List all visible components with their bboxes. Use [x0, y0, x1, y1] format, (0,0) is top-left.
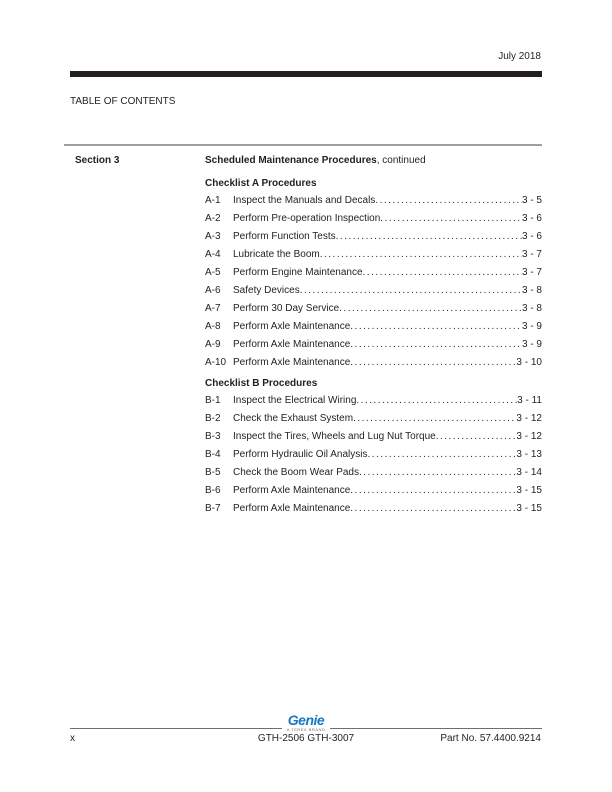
toc-page-number: 3 - 10: [516, 357, 542, 368]
toc-item-title: Perform Pre-operation Inspection: [233, 213, 381, 224]
footer-rule-right: [330, 728, 542, 729]
genie-logo-tagline: A TEREX BRAND: [286, 727, 326, 732]
section-heading-title: Scheduled Maintenance Procedures: [205, 155, 377, 166]
toc-page-number: 3 - 7: [521, 267, 542, 278]
toc-row[interactable]: [205, 336, 542, 354]
toc-row[interactable]: [205, 410, 542, 428]
toc-item-number: A-8: [205, 321, 221, 332]
toc-item-title: Perform Hydraulic Oil Analysis: [233, 449, 368, 460]
toc-item-title: Perform 30 Day Service: [233, 303, 340, 314]
toc-item-number: B-7: [205, 503, 221, 514]
toc-dot-leader: [320, 246, 522, 264]
toc-dot-leader: [359, 464, 516, 482]
toc-dot-leader: [350, 500, 516, 518]
toc-row[interactable]: [205, 392, 542, 410]
toc-page-number: 3 - 13: [516, 449, 542, 460]
toc-dot-leader: [339, 300, 522, 318]
toc-item-number: A-6: [205, 285, 221, 296]
section-label: Section 3: [75, 155, 120, 166]
toc-page-number: 3 - 9: [521, 321, 542, 332]
toc-page-number: 3 - 6: [521, 213, 542, 224]
toc-item-number: A-3: [205, 231, 221, 242]
toc-item-number: A-10: [205, 357, 227, 368]
section-divider-rule: [64, 144, 542, 146]
checklist-a-list: [205, 192, 542, 372]
toc-row[interactable]: [205, 210, 542, 228]
toc-dot-leader: [300, 282, 522, 300]
footer-part-number: Part No. 57.4400.9214: [440, 733, 541, 744]
section-heading-suffix: , continued: [376, 155, 426, 166]
toc-row[interactable]: [205, 464, 542, 482]
toc-item-title: Perform Axle Maintenance: [233, 503, 351, 514]
toc-dot-leader: [380, 210, 522, 228]
toc-page-number: 3 - 12: [516, 431, 542, 442]
toc-content: [205, 155, 542, 518]
toc-item-title: Perform Function Tests: [233, 231, 336, 242]
toc-row[interactable]: [205, 446, 542, 464]
genie-logo-text: Genie: [287, 712, 325, 728]
toc-row[interactable]: [205, 482, 542, 500]
toc-page-number: 3 - 8: [521, 303, 542, 314]
toc-item-number: B-2: [205, 413, 221, 424]
toc-page-number: 3 - 6: [521, 231, 542, 242]
checklist-b-list: [205, 392, 542, 518]
toc-item-number: B-3: [205, 431, 221, 442]
toc-item-number: B-6: [205, 485, 221, 496]
toc-item-number: B-5: [205, 467, 221, 478]
toc-row[interactable]: [205, 318, 542, 336]
toc-dot-leader: [350, 482, 516, 500]
checklist-a-header: Checklist A Procedures: [205, 178, 317, 189]
toc-row[interactable]: [205, 228, 542, 246]
toc-item-title: Inspect the Tires, Wheels and Lug Nut Torque: [233, 431, 436, 442]
footer-page-number: x: [70, 733, 75, 744]
section-heading: [205, 155, 542, 167]
toc-item-title: Lubricate the Boom: [233, 249, 320, 260]
toc-item-number: A-7: [205, 303, 221, 314]
toc-row[interactable]: [205, 246, 542, 264]
issue-date: July 2018: [498, 51, 541, 62]
toc-item-title: Inspect the Manuals and Decals: [233, 195, 376, 206]
toc-dot-leader: [353, 410, 516, 428]
toc-row[interactable]: [205, 264, 542, 282]
toc-dot-leader: [375, 192, 522, 210]
toc-page-number: 3 - 12: [516, 413, 542, 424]
toc-item-number: A-5: [205, 267, 221, 278]
toc-page-number: 3 - 15: [516, 503, 542, 514]
footer-model-number: GTH-2506 GTH-3007: [257, 733, 355, 744]
toc-page-number: 3 - 14: [516, 467, 542, 478]
toc-item-number: A-1: [205, 195, 221, 206]
toc-row[interactable]: [205, 500, 542, 518]
toc-item-title: Check the Exhaust System: [233, 413, 354, 424]
toc-dot-leader: [350, 318, 522, 336]
toc-page-number: 3 - 8: [521, 285, 542, 296]
header-rule-bar: [70, 71, 542, 77]
toc-item-title: Perform Axle Maintenance: [233, 357, 351, 368]
toc-row[interactable]: [205, 428, 542, 446]
toc-row[interactable]: [205, 192, 542, 210]
toc-row[interactable]: [205, 300, 542, 318]
page-title: TABLE OF CONTENTS: [70, 96, 176, 107]
toc-page-number: 3 - 15: [516, 485, 542, 496]
toc-item-title: Perform Axle Maintenance: [233, 339, 351, 350]
toc-page-number: 3 - 9: [521, 339, 542, 350]
toc-dot-leader: [356, 392, 517, 410]
toc-item-title: Check the Boom Wear Pads: [233, 467, 359, 478]
toc-item-number: B-4: [205, 449, 221, 460]
toc-item-number: A-9: [205, 339, 221, 350]
toc-row[interactable]: [205, 354, 542, 372]
toc-item-title: Inspect the Electrical Wiring: [233, 395, 357, 406]
toc-dot-leader: [367, 446, 516, 464]
toc-item-number: A-4: [205, 249, 221, 260]
toc-dot-leader: [336, 228, 522, 246]
toc-dot-leader: [363, 264, 522, 282]
footer-rule-left: [70, 728, 282, 729]
toc-dot-leader: [350, 336, 522, 354]
genie-logo: [283, 713, 329, 732]
toc-page-number: 3 - 5: [521, 195, 542, 206]
toc-dot-leader: [436, 428, 517, 446]
toc-page-number: 3 - 7: [521, 249, 542, 260]
checklist-b-header: Checklist B Procedures: [205, 378, 318, 389]
toc-item-title: Perform Axle Maintenance: [233, 485, 351, 496]
toc-dot-leader: [350, 354, 516, 372]
toc-item-title: Safety Devices: [233, 285, 300, 296]
toc-item-number: B-1: [205, 395, 221, 406]
toc-row[interactable]: [205, 282, 542, 300]
toc-item-title: Perform Axle Maintenance: [233, 321, 351, 332]
toc-item-title: Perform Engine Maintenance: [233, 267, 363, 278]
toc-page-number: 3 - 11: [517, 395, 542, 406]
toc-item-number: A-2: [205, 213, 221, 224]
